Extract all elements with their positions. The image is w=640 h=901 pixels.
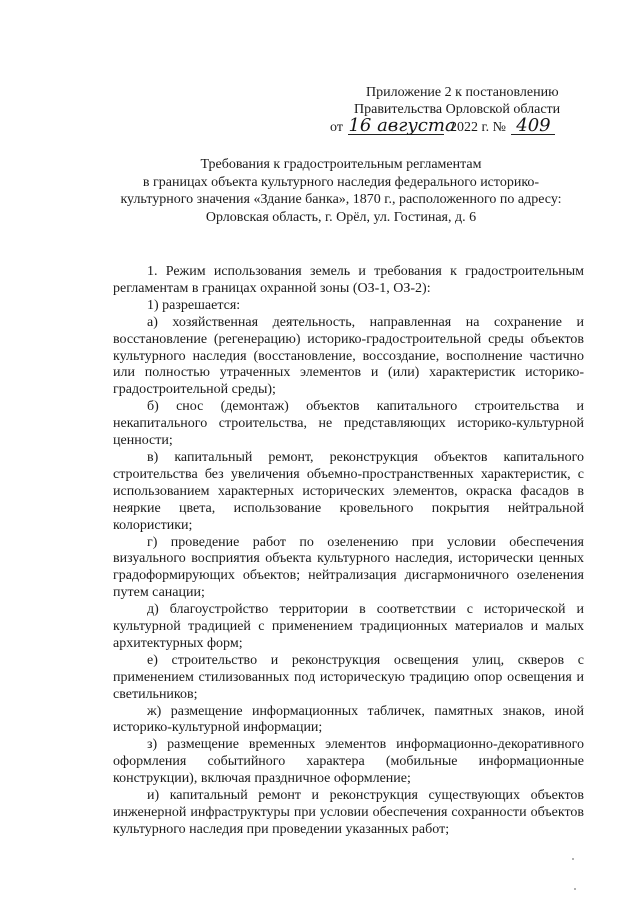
appendix-line-2: Правительства Орловской области xyxy=(354,102,561,117)
paragraph-b: б) снос (демонтаж) объектов капитального строительства и некапитального строительства, не представляющих историко-культурной ценности; xyxy=(113,399,584,449)
year-number-label: 2022 г. № xyxy=(449,120,506,135)
document-body xyxy=(113,264,584,839)
appendix-line-1: Приложение 2 к постановлению xyxy=(366,85,559,100)
paragraph-g: г) проведение работ по озеленению при условии обеспечения визуального восприятия объекта культурного наследия, исторически ценных градоформирующих объектов; нейтрализация дисгармоничного озеленения путем санации; xyxy=(113,534,584,601)
scan-speck xyxy=(572,858,574,860)
paragraph-1: 1. Режим использования земель и требования к градостроительным регламентам в границах охранной зоны (ОЗ-1, ОЗ-2): xyxy=(113,264,584,296)
paragraph-a: а) хозяйственная деятельность, направленная на сохранение и восстановление (регенерацию) историко-градостроительной среды объектов культурного наследия (восстановление, воссоздание, восполнение частично или полностью утраченных элементов и (или) характеристик историко-градостроительной среды); xyxy=(113,314,584,398)
title-line-2: в границах объекта культурного наследия федерального историко- xyxy=(142,174,540,190)
title-line-1: Требования к градостроительным регламентам xyxy=(200,157,482,172)
appendix-date-line xyxy=(330,115,590,136)
document-title xyxy=(108,156,574,226)
title-line-4: Орловская область, г. Орёл, ул. Гостиная, д. 6 xyxy=(205,209,477,225)
paragraph-e: е) строительство и реконструкция освещения улиц, скверов с применением стилизованных под историческую традицию опор освещения и светильников; xyxy=(113,652,584,702)
paragraph-zh: ж) размещение информационных табличек, памятных знаков, иной историко-культурной информации; xyxy=(113,703,584,736)
paragraph-allowed: 1) разрешается: xyxy=(147,297,241,313)
scan-speck xyxy=(574,888,576,890)
date-prefix: от xyxy=(330,120,343,135)
handwritten-date: 16 августа xyxy=(348,115,456,136)
paragraph-i: и) капитальный ремонт и реконструкция существующих объектов инженерной инфраструктуры при условии обеспечения сохранности объектов культурного наследия при проведении указанных работ; xyxy=(113,788,584,837)
appendix-header xyxy=(330,84,590,136)
paragraph-d: д) благоустройство территории в соответствии с исторической и культурной традицией с применением традиционных материалов и малых архитектурных форм; xyxy=(113,602,584,651)
paragraph-v: в) капитальный ремонт, реконструкция объектов капитального строительства без увеличения объемно-пространственных характеристик, с использованием характерных исторических элементов, окраска фасадов в неяркие цвета, использование кровельного покрытия нейтральной колористики; xyxy=(113,449,584,533)
paragraph-z: з) размещение временных элементов информационно-декоративного оформления событийного характера (мобильные информационные конструкции), включая праздничное оформление; xyxy=(113,737,584,787)
handwritten-number: 409 xyxy=(511,118,555,135)
title-line-3: культурного значения «Здание банка», 1870 г., расположенного по адресу: xyxy=(120,192,562,207)
